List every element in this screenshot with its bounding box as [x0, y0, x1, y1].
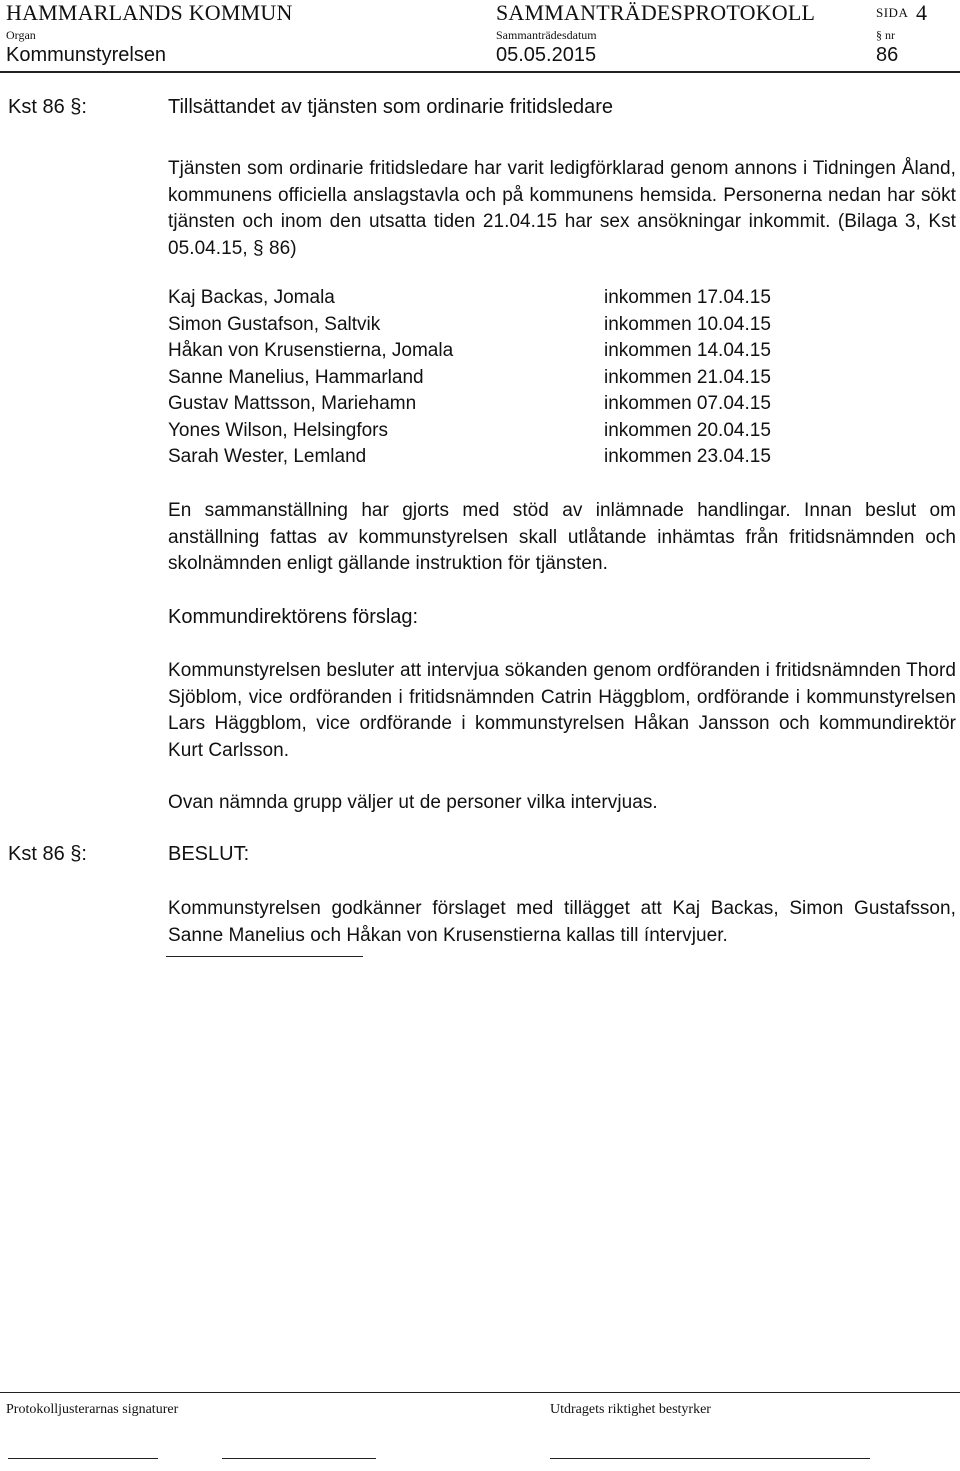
proposal-note: Ovan nämnda grupp väljer ut de personer vilka intervjuas. — [168, 792, 658, 813]
header-divider — [0, 71, 960, 73]
certification-signature-line — [550, 1458, 870, 1459]
list-item — [168, 393, 958, 419]
meeting-date-label: Sammanträdesdatum — [496, 28, 597, 42]
document-type: SAMMANTRÄDESPROTOKOLL — [496, 0, 816, 25]
closing-rule — [166, 956, 363, 957]
signature-line — [222, 1458, 376, 1459]
organ-label: Organ — [6, 28, 36, 42]
applicant-received: inkommen 20.04.15 — [604, 419, 771, 441]
organ-value: Kommunstyrelsen — [6, 44, 167, 66]
applicant-name: Sarah Wester, Lemland — [168, 446, 367, 467]
proposal-paragraph: Kommunstyrelsen besluter att intervjua sökanden genom ordföranden i fritidsnämnden Thord Sjöblom, vice ordföranden i fritidsnämnden Catrin Häggblom, ordförande i kommunstyrelsen Lars Häggblom, vice ordförande i kommunstyrelsen Håkan Jansson och kommundirektör Kurt Carlsson. — [168, 660, 956, 761]
list-item — [168, 420, 958, 446]
municipality-name: HAMMARLANDS KOMMUN — [6, 0, 293, 25]
adjusters-signatures-label: Protokolljusterarnas signaturer — [6, 1402, 179, 1417]
decision-reference: Kst 86 §: — [8, 843, 87, 865]
decision-paragraph: Kommunstyrelsen godkänner förslaget med tillägget att Kaj Backas, Simon Gustafsson, Sanne Manelius och Håkan von Krusenstierna kallas till íntervjuer. — [168, 898, 956, 946]
applicant-name: Yones Wilson, Helsingfors — [168, 419, 389, 441]
applicant-name: Håkan von Krusenstierna, Jomala — [168, 340, 454, 361]
applicant-received: inkommen 21.04.15 — [604, 366, 771, 388]
intro-paragraph: Tjänsten som ordinarie fritidsledare har varit ledigförklarad genom annons i Tidningen Åland, kommunens officiella anslagstavla och på kommunens hemsida. Personerna nedan har sökt tjänsten och inom den utsatta tiden 21.04.15 har sex ansökningar inkommit. (Bilaga 3, Kst 05.04.15, § 86) — [168, 158, 956, 259]
applicant-received: inkommen 14.04.15 — [604, 340, 771, 361]
extract-certification-label: Utdragets riktighet bestyrker — [550, 1402, 711, 1417]
list-item — [168, 446, 958, 472]
applicant-name: Gustav Mattsson, Mariehamn — [168, 393, 417, 414]
signature-line — [8, 1458, 158, 1459]
page-label: SIDA — [876, 5, 909, 20]
applicant-received: inkommen 23.04.15 — [604, 446, 771, 467]
section-title: Tillsättandet av tjänsten som ordinarie fritidsledare — [168, 96, 614, 118]
applicant-received: inkommen 07.04.15 — [604, 393, 771, 414]
applicant-received: inkommen 17.04.15 — [604, 287, 771, 308]
applicant-received: inkommen 10.04.15 — [604, 313, 771, 335]
applicant-name: Sanne Manelius, Hammarland — [168, 366, 424, 388]
applicant-name: Simon Gustafson, Saltvik — [168, 313, 381, 335]
section-reference: Kst 86 §: — [8, 96, 87, 118]
paragraph-number-label: § nr — [876, 28, 895, 42]
paragraph-number-value: 86 — [876, 44, 899, 66]
page-number: 4 — [916, 0, 927, 25]
list-item — [168, 314, 958, 340]
summary-paragraph: En sammanställning har gjorts med stöd av inlämnade handlingar. Innan beslut om anställning fattas av kommunstyrelsen skall utlåtande inhämtas från fritidsnämnden och skolnämnden enligt gällande instruktion för tjänsten. — [168, 500, 956, 574]
meeting-date-value: 05.05.2015 — [496, 44, 597, 66]
proposal-heading: Kommundirektörens förslag: — [168, 606, 419, 628]
list-item — [168, 367, 958, 393]
applicant-name: Kaj Backas, Jomala — [168, 287, 335, 308]
footer-divider — [0, 1392, 960, 1393]
list-item — [168, 340, 958, 366]
decision-heading: BESLUT: — [168, 843, 250, 865]
list-item — [168, 287, 958, 313]
